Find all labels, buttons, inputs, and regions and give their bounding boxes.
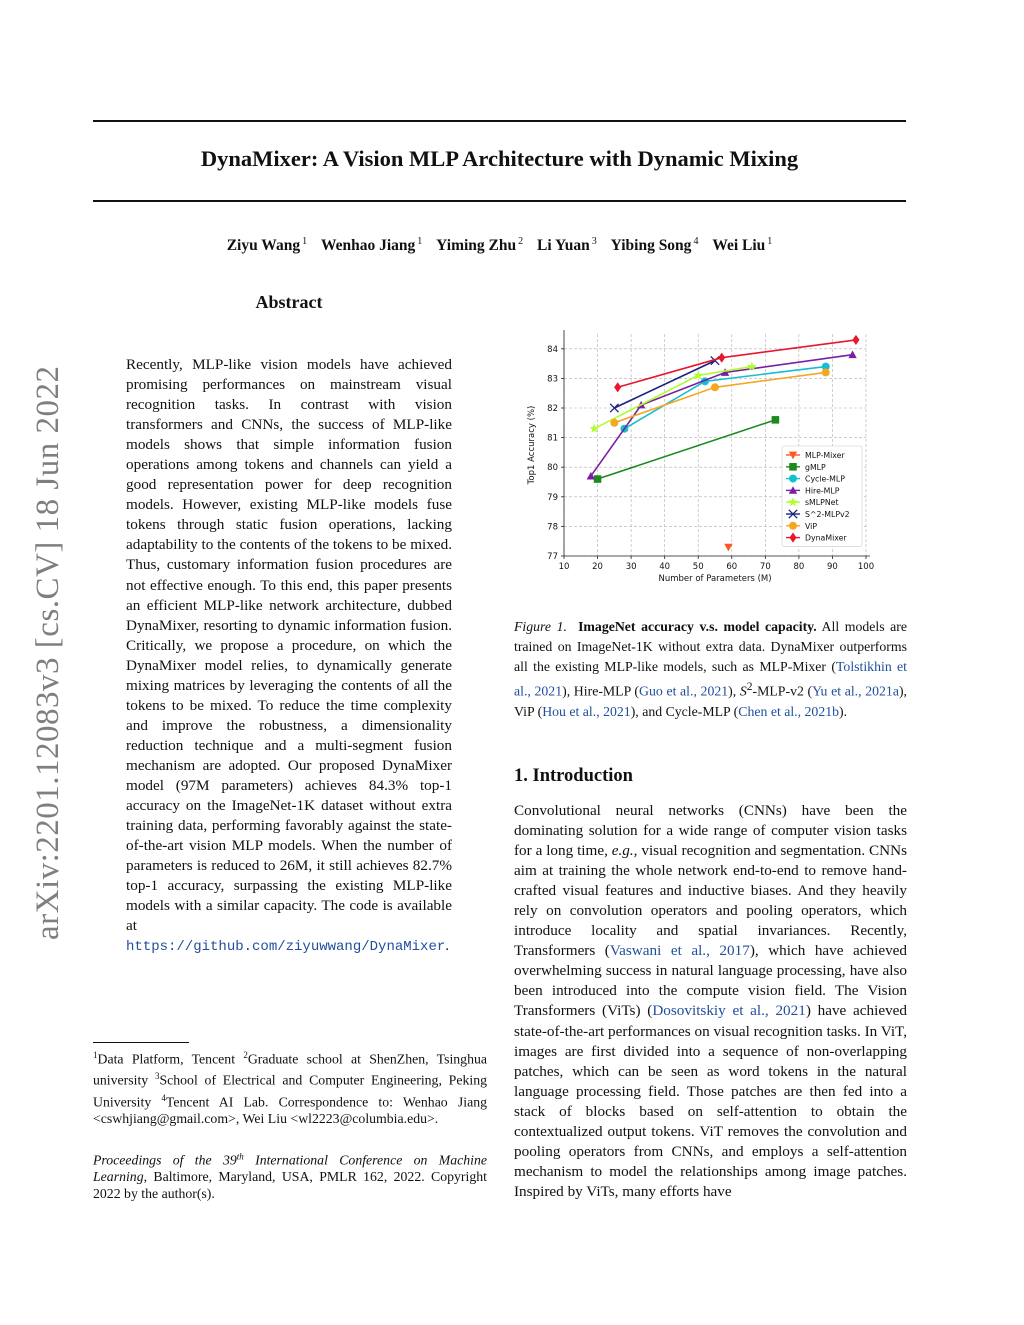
- abstract-heading: Abstract: [255, 292, 323, 312]
- citation-link[interactable]: Guo et al., 2021: [639, 683, 729, 699]
- data-point: [610, 419, 618, 427]
- abstract-end: .: [445, 937, 450, 955]
- author: Wei Liu $^1$: [712, 236, 773, 255]
- legend-label: gMLP: [805, 462, 826, 472]
- data-point: [772, 416, 780, 424]
- affiliations-footnote: $^1$Data Platform, Tencent $^2$Graduate school at ShenZhen, Tsinghua university $^3$School of Electrical and Computer Engineering, Peking University $^4$Tencent AI Lab. Correspondence to: Wenhao Jiang <cswhjiang@gmail.com>, Wei Liu <wl2223@columbia.edu>.: [93, 1050, 487, 1126]
- author: Wenhao Jiang $^1$: [320, 236, 423, 255]
- author-list: [93, 236, 906, 255]
- legend-label: MLP-Mixer: [805, 451, 845, 460]
- legend-marker: [789, 522, 797, 530]
- author: Yiming Zhu $^2$: [436, 236, 524, 255]
- accuracy-vs-params-chart: [514, 320, 907, 588]
- top-rule: [93, 120, 906, 122]
- data-point: [614, 382, 621, 392]
- footnote-rule: [93, 1042, 189, 1043]
- data-point: [724, 544, 732, 552]
- data-point: [711, 383, 719, 391]
- x-tick-label: 100: [857, 562, 875, 572]
- y-tick-label: 83: [547, 374, 558, 385]
- data-point: [594, 475, 602, 483]
- citation-link[interactable]: Hou et al., 2021: [542, 703, 631, 719]
- x-tick-label: 70: [759, 562, 771, 572]
- abstract-text: Recently, MLP-like vision models have achieved promising performances on mainstream visual recognition tasks. In contrast with vision transformers and CNNs, the success of MLP-like models shows that simple information fusion operations among tokens and channels can yield a good representation power for deep recognition models. However, existing MLP-like models fuse tokens through static fusion operations, lacking adaptability to the contents of the tokens to be mixed. Thus, customary information fusion procedures are not effective enough. To this end, this paper presents an efficient MLP-like network architecture, dubbed DynaMixer, resorting to dynamic information fusion. Critically, we propose a procedure, on which the DynaMixer model relies, to dynamically generate mixing matrices by leveraging the contents of all the tokens to be mixed. To reduce the time complexity and improve the robustness, a dimensionality reduction technique and a multi-segment fusion mechanism are adopted. Our proposed DynaMixer model (97M parameters) achieves 84.3% top-1 accuracy on the ImageNet-1K dataset without extra training data, performing favorably against the state-of-the-art vision MLP models. When the number of parameters is reduced to 26M, it still achieves 82.7% top-1 accuracy, surpassing the existing MLP-like models with a similar capacity. The code is available at: [126, 356, 452, 935]
- x-tick-label: 10: [558, 562, 570, 572]
- author: Li Yuan $^3$: [537, 236, 597, 255]
- legend-label: sMLPNet: [805, 498, 839, 508]
- figure-caption: Figure 1. ImageNet accuracy v.s. model capacity. All models are trained on ImageNet-1K without extra data. DynaMixer outperforms all the existing MLP-like models, such as MLP-Mixer (Tolstikhin et al., 2021), Hire-MLP (Guo et al., 2021), $S^2-MLP-v2$ (Yu et al., 2021a), ViP (Hou et al., 2021), and Cycle-MLP (Chen et al., 2021b).: [514, 619, 907, 719]
- series-line: [618, 340, 856, 387]
- legend-label: S^2-MLPv2: [805, 510, 850, 519]
- legend-label: DynaMixer: [805, 533, 847, 543]
- x-tick-label: 80: [793, 562, 805, 572]
- author: Ziyu Wang $^1$: [226, 236, 308, 255]
- citation-link[interactable]: Yu et al., 2021a: [812, 683, 899, 699]
- paper-title: DynaMixer: A Vision MLP Architecture with Dynamic Mixing: [200, 146, 799, 171]
- citation-link[interactable]: Vaswani et al., 2017: [609, 942, 750, 960]
- citation-link[interactable]: Tolstikhin et al., 2021: [514, 659, 907, 699]
- section-heading: 1. Introduction: [514, 766, 633, 786]
- legend-label: Cycle-MLP: [805, 474, 845, 484]
- y-tick-label: 80: [547, 463, 558, 474]
- series-mlp-mixer: [724, 544, 732, 552]
- code-link[interactable]: https://github.com/ziyuwwang/DynaMixer: [126, 939, 446, 956]
- data-point: [822, 368, 830, 376]
- citation-link[interactable]: Chen et al., 2021b: [738, 703, 840, 719]
- legend-marker: [789, 475, 797, 483]
- title-bottom-rule: [93, 200, 906, 202]
- x-tick-label: 20: [592, 562, 603, 572]
- data-point: [852, 335, 859, 345]
- y-tick-label: 78: [547, 522, 558, 533]
- legend-marker: [789, 463, 797, 471]
- x-tick-label: 30: [625, 562, 637, 572]
- chart-legend: [782, 446, 862, 546]
- x-tick-label: 40: [659, 562, 671, 572]
- data-point: [718, 353, 725, 363]
- x-tick-label: 50: [692, 562, 704, 572]
- y-tick-label: 84: [547, 344, 558, 355]
- x-axis-label: Number of Parameters (M): [658, 574, 772, 584]
- x-tick-label: 90: [827, 562, 838, 572]
- legend-label: ViP: [805, 521, 818, 531]
- abstract-body: [126, 355, 452, 957]
- author: Yibing Song $^4$: [610, 236, 699, 255]
- proceedings-footnote: Proceedings of the 39th International Conference on Machine Learning, Baltimore, Maryland, USA, PMLR 162, 2022. Copyright 2022 by the author(s).: [93, 1151, 487, 1201]
- series-line: [594, 367, 752, 429]
- y-tick-label: 82: [547, 404, 558, 414]
- introduction-body: Convolutional neural networks (CNNs) have been the dominating solution for a wide range of computer vision tasks for a long time, e.g., visual recognition and segmentation. CNNs aim at training the whole network end-to-end to remove hand-crafted visual features and inductive biases. And they heavily rely on convolution operators and pooling operators, which introduce locality and spatial invariances. Recently, Transformers (Vaswani et al., 2017), which have achieved overwhelming success in natural language processing, have also been introduced into the compute vision field. The Vision Transformers (ViTs) (Dosovitskiy et al., 2021) have achieved state-of-the-art performances on visual recognition tasks. In ViT, images are first divided into a sequence of non-overlapping patches, which can be seen as word tokens in the natural language processing field. Those patches are then fed into a stack of blocks based on self-attention to obtain the contextualized output tokens. ViT removes the convolution and pooling operators from CNNs, and employs a self-attention mechanism to model the relationships among image patches. Inspired by ViTs, many efforts have: [514, 802, 907, 1200]
- x-tick-label: 60: [726, 562, 738, 572]
- y-tick-label: 79: [547, 492, 558, 503]
- legend-frame: [782, 446, 862, 546]
- y-axis-label: Top1 Accuracy (%): [527, 405, 537, 485]
- y-tick-label: 81: [547, 433, 558, 444]
- arxiv-identifier: arXiv:2201.12083v3 [cs.CV] 18 Jun 2022: [30, 365, 66, 940]
- citation-link[interactable]: Dosovitskiy et al., 2021: [652, 1002, 806, 1020]
- data-point: [848, 351, 856, 359]
- legend-label: Hire-MLP: [805, 486, 840, 496]
- y-tick-label: 77: [547, 552, 558, 562]
